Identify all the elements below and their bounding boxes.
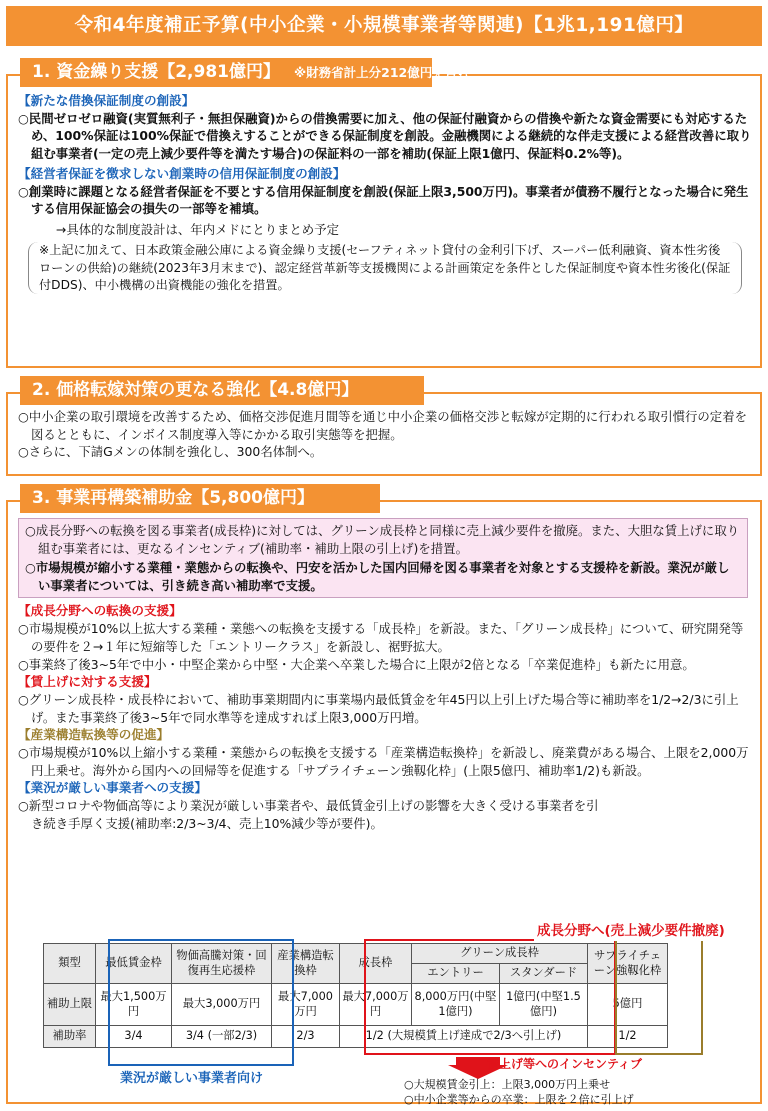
th-seicho: 成長枠 [340,944,412,984]
page-banner: 令和4年度補正予算(中小企業・小規模事業者等関連)【1兆1,191億円】 [6,6,762,46]
cell-cap: 1億円(中堅1.5億円) [500,984,588,1026]
incentive-line-1 [404,1077,610,1093]
cell-rate: 3/4 (一部2/3) [172,1026,272,1048]
s3-title-text: 3. 事業再構築補助金【5,800億円】 [32,488,314,509]
incentive-text-1: ○大規模賃金引上：上限3,000万円上乗せ [404,1078,611,1091]
s2-paragraph-1: ○中小企業の取引環境を改善するため、価格交渉促進月間等を通じ中小企業の価格交渉と転嫁が定期的に行われる取引慣行の定着を図るとともに、インボイス制度導入等にかかる取引実態等を把握。 [18,409,747,442]
growth-label: 成長分野へ(売上減少要件撤廃) [534,922,728,941]
s3-severe-1: ○新型コロナや物価高等により業況が厳しい事業者や、最低賃金引上げの影響を大きく受ける事業者を引き続き手厚く支援(補助率:2/3~3/4、売上10%減少等が要件)。 [18,798,599,831]
cell-rate: 1/2 [588,1026,668,1048]
s3-structure-1: ○市場規模が10%以上縮小する業種・業態からの転換を支援する「産業構造転換枠」を新設し、廃業費がある場合、上限を2,000万円上乗せ。海外から国内への回帰等を促進する「サプライチェーン強靱化枠」(上限5億円、補助率1/2)も新設。 [18,745,749,778]
s1-paragraph-1: ○民間ゼロゼロ融資(実質無利子・無担保融資)からの借換需要に加え、他の保証付融資からの借換や新たな資金需要にも対応するため、100%保証は100%保証で借換えすることができる保証制度を創設。金融機関による継続的な伴走支援による経営改善に取り組む事業者(一定の売上減少要件等を満たす場合)の保証料の一部を補助(保証上限1億円、保証料0.2%等)。 [18,110,752,162]
s1-title-note: ※財務省計上分212億円を含む [293,64,470,80]
s3-subheading-2: 【賃上げに対する支援】 [18,674,157,690]
incentive-label: 賃上げ等へのインセンティブ [487,1057,643,1071]
th-supply: サプライチェーン強靱化枠 [588,944,668,984]
s1-subheading-2: 【経営者保証を徴求しない創業時の信用保証制度の創設】 [18,165,346,181]
s3-highlight-box [18,518,748,598]
incentive-line-2 [404,1092,634,1108]
cell-rate-growth: 1/2 (大規模賃上げ達成で2/3へ引上げ) [340,1026,588,1048]
cell-cap: 最大3,000万円 [172,984,272,1026]
s3-wage-1: ○グリーン成長枠・成長枠において、補助事業期間内に事業場内最低賃金を年45円以上引上げた場合等に補助率を1/2→2/3に引上げ。また事業終了後3~5年で同水準等を達成すれば上限3,000万円増。 [18,692,739,725]
s1-paragraph-2: ○創業時に課題となる経営者保証を不要とする信用保証制度を創設(保証上限3,500万円)。事業者が債務不履行となった場合に発生する信用保証協会の損失の一部等を補填。 [18,183,749,217]
cell-cap: 最大7,000万円 [340,984,412,1026]
cell-cap: 5億円 [588,984,668,1026]
section-2-title [20,376,424,405]
th-minwage: 最低賃金枠 [96,944,172,984]
th-type: 類型 [44,944,96,984]
th-sangyo: 産業構造転換枠 [272,944,340,984]
incentive-text-2: ○中小企業等からの卒業：上限を２倍に引上げ [404,1093,634,1106]
s1-note: ※上記に加えて、日本政策金融公庫による資金繰り支援(セーフティネット貸付の金利引下げ、スーパー低利融資、資本性劣後ローンの供給)の継続(2023年3月末まで)、認定経営革新等支援機関による計画策定を条件とした保証制度や資本性劣後化(保証付DDS)、中小機構の出資機能の強化を措置。 [28,242,742,294]
s3-subheading-1: 【成長分野への転換の支援】 [18,603,182,619]
row-label-rate: 補助率 [44,1026,96,1048]
section-1-box [6,74,762,368]
th-green: グリーン成長枠 [412,944,588,964]
s3-highlight-1: ○成長分野への転換を図る事業者(成長枠)に対しては、グリーン成長枠と同様に売上減少要件を撤廃。また、大胆な賃上げに取り組む事業者には、更なるインセンティブ(補助率・補助上限の引上げ)を措置。 [25,523,740,556]
cell-cap: 最大7,000万円 [272,984,340,1026]
s2-title-text: 2. 価格転嫁対策の更なる強化【4.8億円】 [32,380,359,401]
cell-cap: 最大1,500万円 [96,984,172,1026]
s3-growth-1: ○市場規模が10%以上拡大する業種・業態への転換を支援する「成長枠」を新設。また、「グリーン成長枠」について、研究開発等の要件を２→１年に短縮等した「エントリークラス」を新設し、裾野拡大。 [18,621,744,654]
severe-label: 業況が厳しい事業者向け [120,1071,264,1086]
s1-paragraph-3: →具体的な制度設計は、年内メドにとりまとめ予定 [56,221,339,237]
s2-paragraph-2: ○さらに、下請Gメンの体制を強化し、300名体制へ。 [18,444,323,460]
th-bukka: 物価高騰対策・回復再生応援枠 [172,944,272,984]
section-3-title [20,484,380,513]
cell-cap: 8,000万円(中堅1億円) [412,984,500,1026]
s3-subheading-4: 【業況が厳しい事業者への支援】 [18,780,207,796]
s3-highlight-2: ○市場規模が縮小する業種・業態からの転換や、円安を活かした国内回帰を図る事業者を対象とする支援枠を新設。業況が厳しい事業者については、引き続き高い補助率で支援。 [25,560,730,593]
th-entry: エントリー [412,964,500,984]
subsidy-table [43,943,668,1048]
th-standard: スタンダード [500,964,588,984]
section-1-title [20,58,470,87]
cell-rate: 3/4 [96,1026,172,1048]
row-label-cap: 補助上限 [44,984,96,1026]
s3-subheading-3: 【産業構造転換等の促進】 [18,727,170,743]
s1-subheading-1: 【新たな借換保証制度の創設】 [18,93,195,108]
s1-title-text: 1. 資金繰り支援【2,981億円】 [32,62,280,83]
s3-growth-2: ○事業終了後3~5年で中小・中堅企業から中堅・大企業へ卒業した場合に上限が2倍となる「卒業促進枠」も新たに用意。 [18,656,695,672]
cell-rate: 2/3 [272,1026,340,1048]
